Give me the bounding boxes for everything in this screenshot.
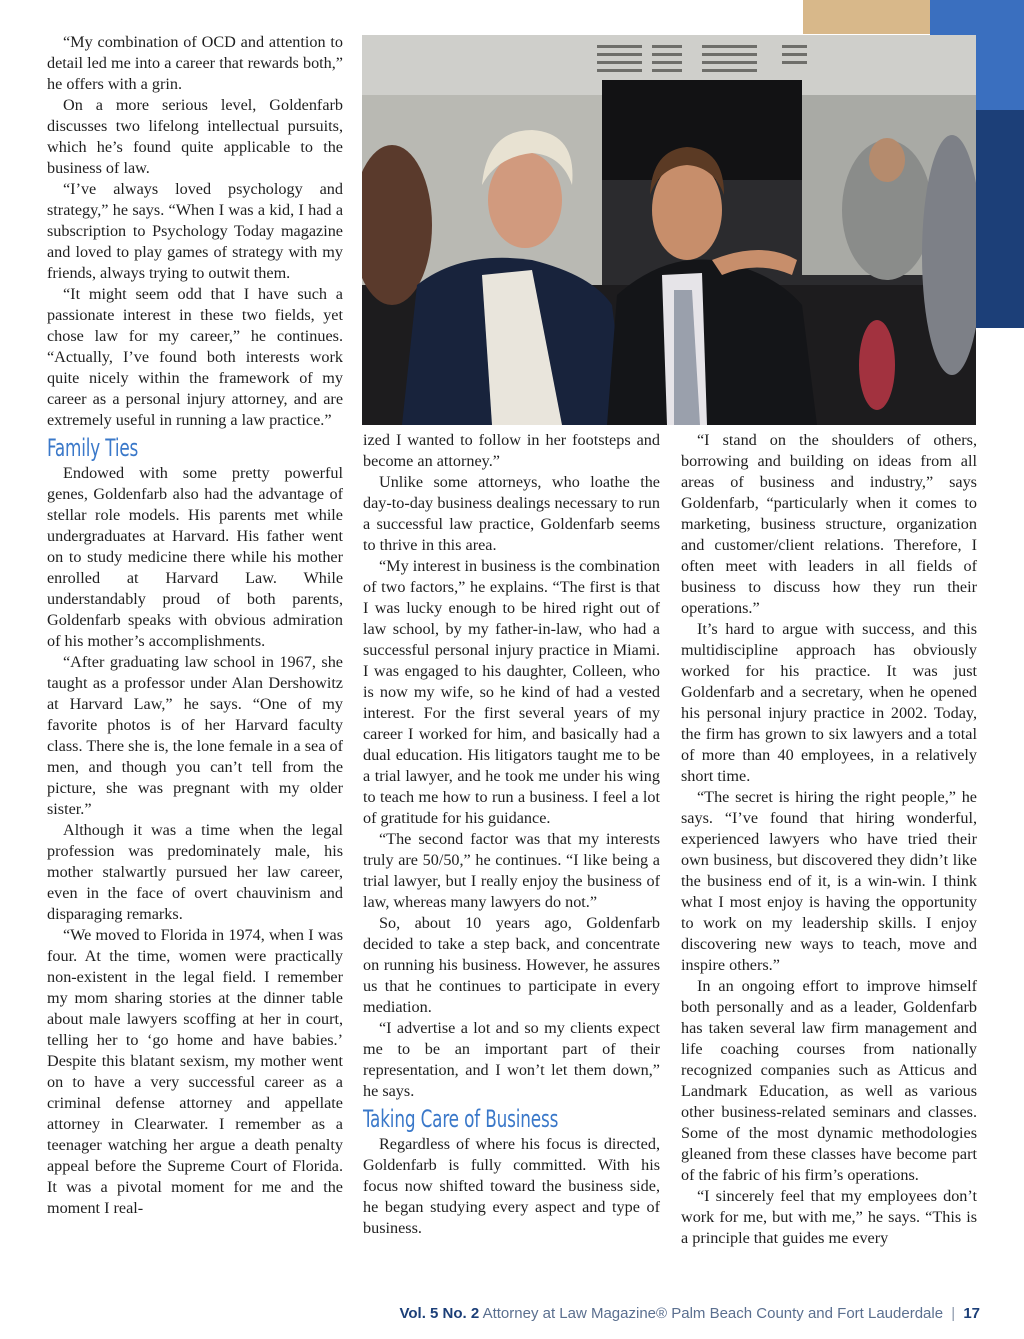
- paragraph: Unlike some attorneys, who loathe the day-to-day business dealings necessary to run a successful law practice, Goldenfarb seems to thrive in this area.: [363, 473, 660, 554]
- paragraph: “It might seem odd that I have such a passionate interest in these two fields, yet chose law for my career,” he continues. “Actually, I’ve found both interests work quite nicely within the framework of my career as a personal injury attorney, and are extremely useful in running a law practice.”: [47, 285, 343, 429]
- footer-magazine-title: Attorney at Law Magazine® Palm Beach County and Fort Lauderdale: [482, 1305, 944, 1322]
- article-column-2: [363, 430, 660, 1239]
- paragraph: So, about 10 years ago, Goldenfarb decided to take a step back, and concentrate on running his business. However, he assures us that he continues to participate in every mediation.: [363, 914, 660, 1016]
- section-heading-family-ties: Family Ties: [47, 434, 139, 462]
- paragraph: “After graduating law school in 1967, she taught as a professor under Alan Dershowitz at Harvard Law,” he says. “One of my favorite photos is of her Harvard faculty class. There she is, the lone female in a sea of men, and though you can’t tell from the picture, she was pregnant with my older sister.”: [47, 653, 343, 818]
- page-number: 17: [963, 1305, 980, 1322]
- corner-accent-navy: [976, 110, 1024, 328]
- paragraph: “I’ve always loved psychology and strategy,” he says. “When I was a kid, I had a subscription to Psychology Today magazine and loved to play games of strategy with my friends, always trying to outwit them.: [47, 180, 343, 282]
- event-photo: [362, 35, 976, 425]
- footer-volume: Vol. 5 No. 2: [399, 1305, 480, 1322]
- article-column-1: [47, 32, 343, 1219]
- paragraph: It’s hard to argue with success, and this multidiscipline approach has obviously worked for his practice. It was just Goldenfarb and a secretary, when he opened his personal injury practice in 2002. Today, the firm has grown to six lawyers and a total of more than 40 employees, in a relatively short time.: [681, 620, 977, 785]
- paragraph: “I advertise a lot and so my clients expect me to be an important part of their representation, and I won’t let them down,” he says.: [363, 1019, 660, 1100]
- paragraph: On a more serious level, Goldenfarb discusses two lifelong intellectual pursuits, which he’s found quite applicable to the business of law.: [47, 96, 343, 177]
- paragraph: “We moved to Florida in 1974, when I was four. At the time, women were practically non-existent in the legal field. I remember my mom sharing stories at the dinner table about male lawyers scoffing at her in court, telling her to ‘go home and have babies.’ Despite this blatant sexism, my mother went on to have a very successful career as a criminal defense attorney and appellate attorney in Clearwater. I remember as a teenager watching her argue a death penalty appeal before the Supreme Court of Florida. It was a pivotal moment for me and the moment I real-: [47, 926, 343, 1217]
- paragraph: ized I wanted to follow in her footsteps and become an attorney.”: [363, 431, 660, 470]
- paragraph: Although it was a time when the legal profession was predominately male, his mother stalwartly pursued her law career, even in the face of overt chauvinism and disparaging remarks.: [47, 821, 343, 923]
- footer-separator: |: [951, 1305, 956, 1322]
- paragraph: “I sincerely feel that my employees don’t work for me, but with me,” he says. “This is a principle that guides me every: [681, 1187, 977, 1247]
- paragraph: “My interest in business is the combination of two factors,” he explains. “The first is that I was lucky enough to be hired right out of law school, by my father-in-law, who had a successful personal injury practice in Miami. I was engaged to his daughter, Colleen, who is now my wife, so he kind of had a vested interest. For the first several years of my career I worked for him, and basically had a dual education. His litigators taught me to be a trial lawyer, and he took me under his wing to teach me how to run a business. I feel a lot of gratitude for his guidance.: [363, 557, 660, 827]
- section-heading-taking-care-of-business: Taking Care of Business: [363, 1105, 559, 1133]
- page-footer: [399, 1305, 980, 1322]
- paragraph: Endowed with some pretty powerful genes, Goldenfarb also had the advantage of stellar role models. His parents met while undergraduates at Harvard. His father went on to study medicine there while his mother enrolled at Harvard Law. While understandably proud of both parents, Goldenfarb speaks with obvious admiration of his mother’s accomplishments.: [47, 464, 343, 650]
- corner-accent-tan: [803, 0, 930, 34]
- paragraph: “My combination of OCD and attention to detail led me into a career that rewards both,” he offers with a grin.: [47, 33, 343, 93]
- paragraph: In an ongoing effort to improve himself both personally and as a leader, Goldenfarb has taken several law firm management and life coaching courses from nationally recognized companies such as Atticus and Landmark Education, as well as various other business-related seminars and classes. Some of the most dynamic methodologies gleaned from these classes have become part of the fabric of his firm’s operations.: [681, 977, 977, 1184]
- article-column-3: [681, 430, 977, 1249]
- paragraph: “The secret is hiring the right people,” he says. “I’ve found that hiring wonderful, experienced lawyers who have tried their own business, but discovered they didn’t like the business end of it, is a win-win. I think what I most enjoy is having the opportunity to work on my leadership skills. I enjoy discovering new ways to teach, move and inspire others.”: [681, 788, 977, 974]
- paragraph: “I stand on the shoulders of others, borrowing and building on ideas from all areas of business and industry,” says Goldenfarb, “particularly when it comes to marketing, business structure, organization and customer/client relations. Therefore, I often meet with leaders in all fields of business to discuss how they run their operations.”: [681, 431, 977, 617]
- paragraph: “The second factor was that my interests truly are 50/50,” he continues. “I like being a trial lawyer, but I really enjoy the business of law, whereas many lawyers do not.”: [363, 830, 660, 911]
- paragraph: Regardless of where his focus is directed, Goldenfarb is fully committed. With his focus now shifted toward the business side, he began studying every aspect and type of business.: [363, 1135, 660, 1237]
